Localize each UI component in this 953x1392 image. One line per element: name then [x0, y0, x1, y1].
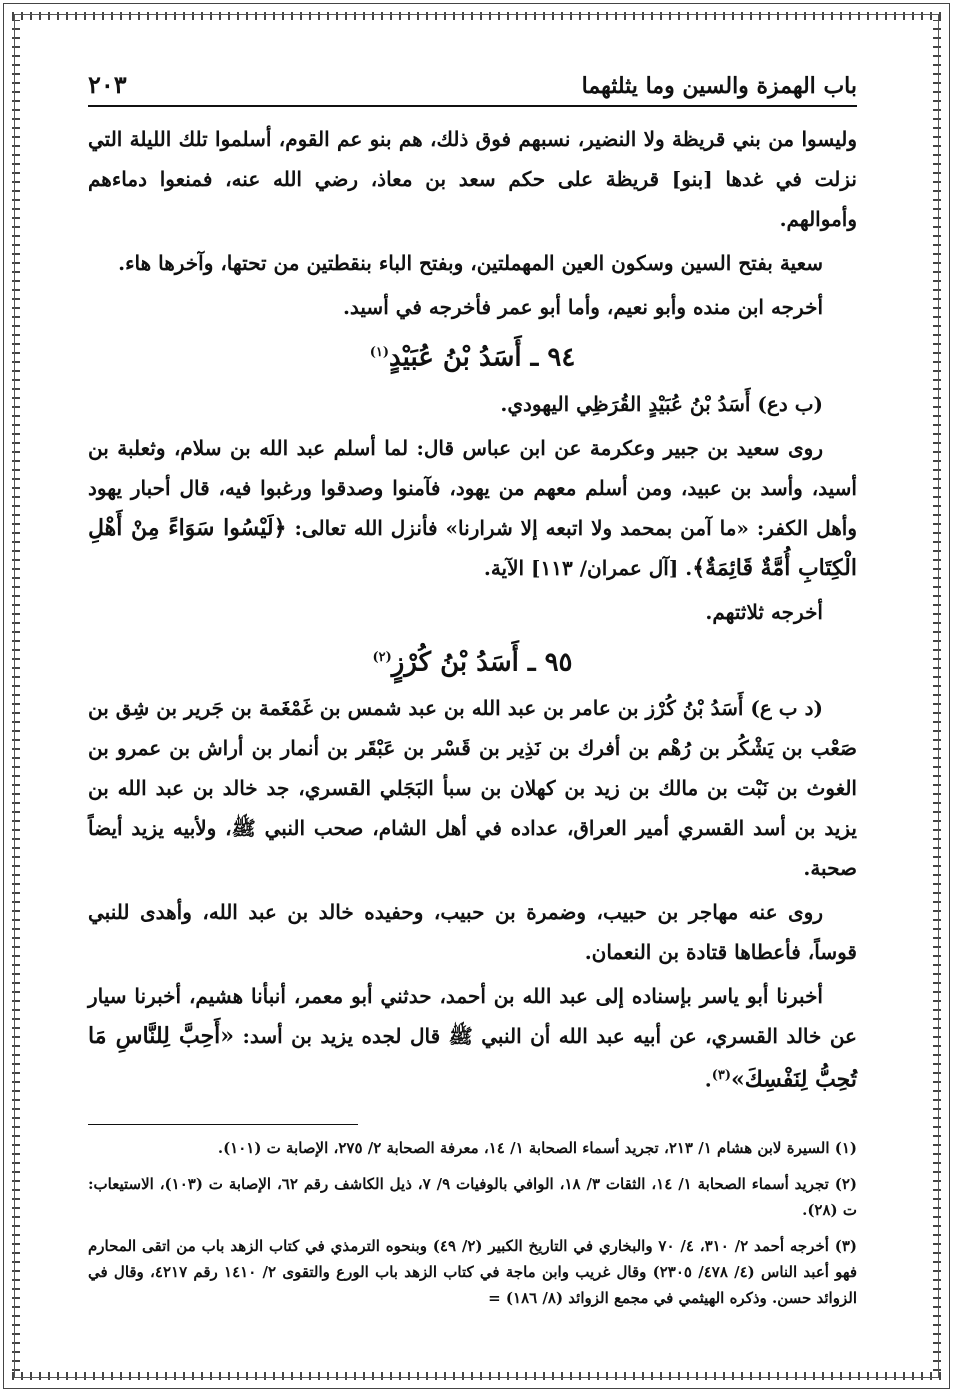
footnotes [88, 1135, 857, 1311]
entry-heading-text: ٩٥ ـ أَسَدُ بْنُ كُرْزٍ [391, 647, 573, 678]
entry-paragraph: (ب دع) أَسَدُ بْنُ عُبَيْدٍ القُرَظِي اليهودي. [500, 391, 823, 416]
narration-text: روى سعيد بن جبير وعكرمة عن ابن عباس قال: لما أسلم عبد الله بن سلام، وثعلبة بن أسيد، وأسد بن عبيد، ومن أسلم معهم من يهود، فآمنوا وصدقوا ورغبوا فيه، قال أحبار يهود وأهل الكفر: «ما آمن بمحمد ولا اتبعه إلا شرارنا» فأنزل الله تعالى: [88, 435, 857, 540]
hadith-text: «أَحِبَّ لِلنَّاسِ مَا تُحِبُّ لِنَفْسِكَ» [88, 1023, 857, 1093]
footnote-divider [88, 1124, 358, 1125]
entry-paragraph [88, 428, 857, 588]
entry-paragraph: روى عنه مهاجر بن حبيب، وضمرة بن حبيب، وحفيده خالد بن عبد الله، وأهدى للنبي قوساً، فأعطاها قتادة بن النعمان. [88, 900, 857, 965]
footnote: (٢) تجريد أسماء الصحابة ١/ ١٤، الثقات ٣/ ١٨، الوافي بالوفيات ٩/ ٧، ذيل الكاشف رقم ٦٢، الإصابة ت (١٠٣)، الاستيعاب: ت (٢٨). [88, 1174, 857, 1219]
entry-heading-95 [88, 636, 857, 685]
entry-heading-94 [88, 331, 857, 380]
footnote: (٣) أخرجه أحمد ٢/ ٣١٠، ٤/ ٧٠ والبخاري في التاريخ الكبير (٢/ ٤٩) وبنحوه الترمذي في كتاب الزهد باب من اتقى المحارم فهو أعبد الناس (٤/ ٤٧٨/ ٢٣٠٥) وقال غريب وابن ماجة في كتاب الزهد باب الورع والتقوى ٢/ ١٤١٠ رقم ٤٢١٧، وقال في الزوائد حسن. وذكره الهيثمي في مجمع الزوائد (٨/ ١٨٦) = [88, 1236, 858, 1307]
narration-text: أخبرنا أبو ياسر بإسناده إلى عبد الله بن أحمد، حدثني أبو معمر، أنبأنا هشيم، أخبرنا سيار عن خالد القسري، عن أبيه عبد الله أن النبي ﷺ قال لجده يزيد بن أسد: [88, 984, 857, 1049]
footnote-ref: (٣) [711, 1068, 732, 1084]
intro-paragraph: سعية بفتح السين وسكون العين المهملتين، وبفتح الباء بنقطتين من تحتها، وآخرها هاء. [118, 251, 823, 275]
chapter-title: باب الهمزة والسين وما يثلثهما [581, 73, 857, 99]
entry-paragraph [88, 976, 857, 1100]
sentence-end: . [704, 1067, 712, 1092]
footnote: (١) السيرة لابن هشام ١/ ٢١٣، تجريد أسماء الصحابة ١/ ١٤، معرفة الصحابة ٢/ ٢٧٥، الإصابة ت (١٠١). [217, 1138, 857, 1157]
page-number: ٢٠٣ [88, 70, 127, 99]
entry-heading-text: ٩٤ ـ أَسَدُ بْنُ عُبَيْدٍ [388, 342, 576, 373]
entry-paragraph: (د ب ع) أَسَدُ بْنُ كُرْز بن عامر بن عبد الله بن عبد شمس بن غَمْغَمة بن جَرير بن شِق بن صَعْب بن يَشْكُر بن رُهْم بن أفرك بن نَذِير بن قَسْر بن عَبْقَر بن أنمار بن أراش بن عمرو بن الغوث بن نَبْت بن مالك بن زيد بن كهلان بن سبأ البَجَلي القسري، جد خالد بن عبد الله بن يزيد بن أسد القسري أمير العراق، عداده في أهل الشام، صحب النبي ﷺ، ولأبيه يزيد أيضاً صحبة. [88, 696, 857, 881]
footnote-ref: (٢) [372, 649, 392, 665]
intro-paragraph: وليسوا من بني قريظة ولا النضير، نسبهم فوق ذلك، هم بنو عم القوم، أسلموا تلك الليلة التي نزلت في غدها [بنو] قريظة على حكم سعد بن معاذ، رضي الله عنه، فمنعوا دماءهم وأموالهم. [88, 127, 857, 231]
intro-paragraph: أخرجه ابن منده وأبو نعيم، وأما أبو عمر فأخرجه في أسيد. [342, 295, 823, 319]
page-content [88, 70, 857, 1321]
entry-paragraph: أخرجه ثلاثتهم. [705, 599, 823, 624]
footnote-ref: (١) [369, 345, 389, 360]
quran-verse: ﴿لَيْسُوا سَوَاءً مِنْ أَهْلِ الْكِتَابِ أُمَّةٌ قَائِمَةٌ﴾ [88, 514, 857, 581]
verse-citation: . [آل عمران/ ١١٣] الآية. [483, 555, 693, 580]
running-header [88, 70, 857, 107]
